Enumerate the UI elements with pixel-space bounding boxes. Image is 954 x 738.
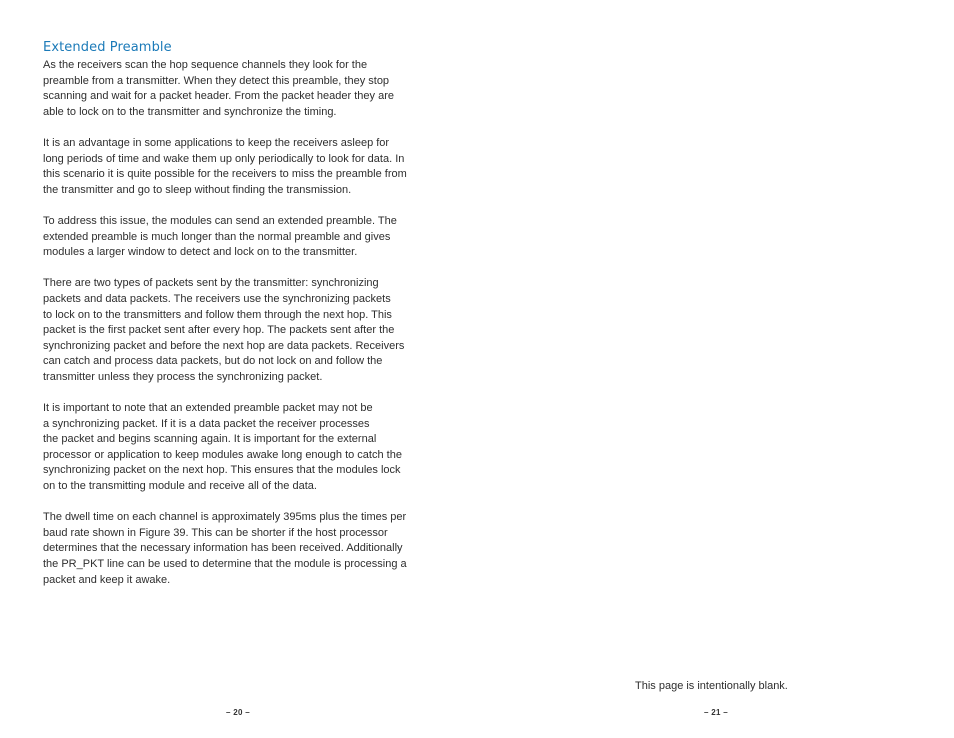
page-number-left: – 20 – [226,708,251,717]
section-heading: Extended Preamble [43,40,172,55]
paragraph-dwell-time: The dwell time on each channel is approximately 395ms plus the times per baud rate shown in Figure 39. This can be shorter if the host processor determines that the necessary information has been received. Additionally the PR_PKT line can be used to determine that the module is processing a packet and keep it awake. [43,511,407,586]
paragraph-extended-preamble: To address this issue, the modules can send an extended preamble. The extended preamble is much longer than the normal preamble and gives modules a larger window to detect and lock on to the transmitter. [43,214,397,259]
paragraph-sleep-advantage: It is an advantage in some applications to keep the receivers asleep for long periods of time and wake them up only periodically to look for data. In this scenario it is quite possible for the receivers to miss the preamble from the transmitter and go to sleep without finding the transmission. [43,136,407,196]
page-number-right: – 21 – [704,708,729,717]
body-text [43,58,435,604]
blank-page-note: This page is intentionally blank. [635,680,788,692]
paragraph-important-note: It is important to note that an extended preamble packet may not be a synchronizing packet. If it is a data packet the receiver processes the packet and begins scanning again. It is important for the external processor or application to keep modules awake long enough to catch the synchronizing packet on the next hop. This ensures that the modules lock on to the transmitting module and receive all of the data. [43,402,402,493]
paragraph-receivers-scan: As the receivers scan the hop sequence channels they look for the preamble from a transmitter. When they detect this preamble, they stop scanning and wait for a packet header. From the packet header they are able to lock on to the transmitter and synchronize the timing. [43,59,394,118]
paragraph-packet-types: There are two types of packets sent by the transmitter: synchronizing packets and data packets. The receivers use the synchronizing packets to lock on to the transmitters and follow them through the next hop. This packet is the first packet sent after every hop. The packets sent after the synchronizing packet and before the next hop are data packets. Receivers can catch and process data packets, but do not lock on and follow the transmitter unless they process the synchronizing packet. [43,277,405,383]
right-page [477,0,954,738]
